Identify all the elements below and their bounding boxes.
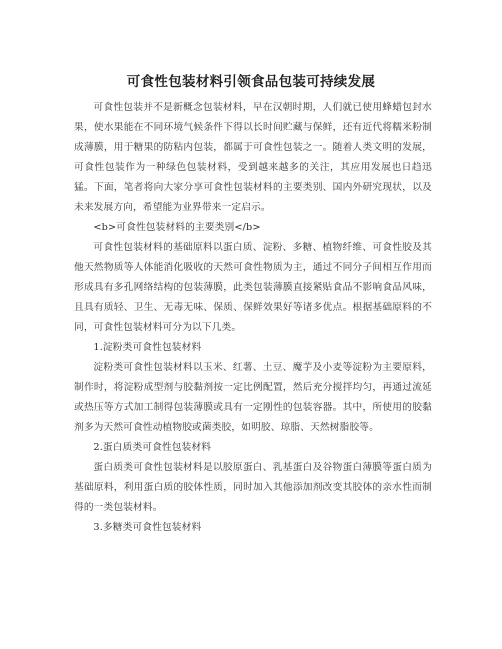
starch-paragraph: 淀粉类可食性包装材料以玉米、红薯、土豆、魔芋及小麦等淀粉为主要原料，制作时，将淀粉成型剂与胶黏剂按一定比例配置，然后充分搅拌均匀，再通过流延或热压等方式加工制得包装薄膜或具有一定刚性的包装容器。其中，所使用的胶黏剂多为天然可食性动植物胶或菌类胶，如明胶、琼脂、天然树脂胶等。 xyxy=(74,362,432,433)
protein-paragraph: 蛋白质类可食性包装材料是以胶原蛋白、乳基蛋白及谷物蛋白薄膜等蛋白质为基础原料，利用蛋白质的胶体性质，同时加入其他添加剂改变其胶体的亲水性而制得的一类包装材料。 xyxy=(74,462,432,513)
document-body xyxy=(74,98,432,538)
intro-paragraph: 可食性包装并不是新概念包装材料，早在汉朝时期，人们就已使用蜂蜡包封水果，使水果能在不同环境气候条件下得以长时间贮藏与保鲜，还有近代将糯米粉制成薄膜，用于糖果的防粘内包装，都属于可食性包装之一。随着人类文明的发展，可食性包装作为一种绿色包装材料，受到越来越多的关注，其应用发展也日趋迅猛。下面，笔者将向大家分享可食性包装材料的主要类别、国内外研究现状，以及未来发展方向，希望能为业界带来一定启示。 xyxy=(74,102,432,213)
document-title: 可食性包装材料引领食品包装可持续发展 xyxy=(126,74,376,90)
section-heading-categories: <b>可食性包装材料的主要类别</b> xyxy=(93,222,261,233)
categories-paragraph: 可食性包装材料的基础原料以蛋白质、淀粉、多糖、植物纤维、可食性胶及其他天然物质等人体能消化吸收的天然可食性物质为主，通过不同分子间相互作用而形成具有多孔网络结构的包装薄膜，此类包装薄膜直接紧贴食品不影响食品风味，且具有质轻、卫生、无毒无味、保质、保鲜效果好等诸多优点。根据基础原料的不同，可食性包装材料可分为以下几类。 xyxy=(74,242,432,333)
subheading-starch: 1.淀粉类可食性包装材料 xyxy=(93,342,202,353)
subheading-protein: 2.蛋白质类可食性包装材料 xyxy=(93,442,212,453)
subheading-polysaccharide: 3.多糖类可食性包装材料 xyxy=(93,522,202,533)
